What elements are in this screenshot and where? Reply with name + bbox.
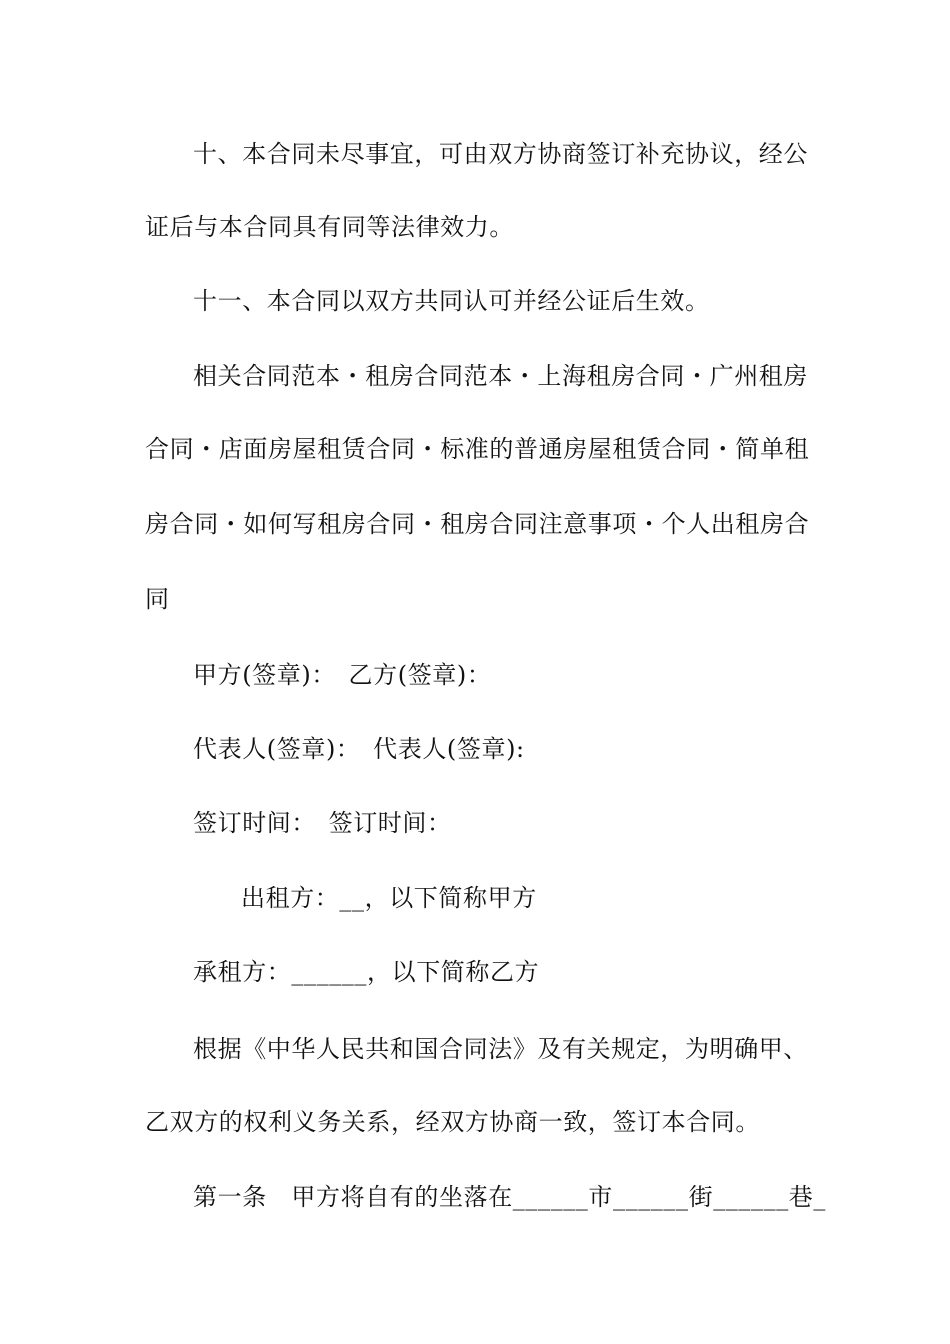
clause-10-line-2: 证后与本合同具有同等法律效力。 xyxy=(145,213,514,241)
signature-representative-line: 代表人(签章)： 代表人(签章): xyxy=(193,735,525,763)
related-templates-line-1: 相关合同范本・租房合同范本・上海租房合同・广州租房 xyxy=(193,362,808,390)
preamble-line-2: 乙双方的权利义务关系，经双方协商一致，签订本合同。 xyxy=(145,1108,760,1136)
article-1-line: 第一条 甲方将自有的坐落在______市______街______巷_ xyxy=(193,1183,826,1211)
clause-11: 十一、本合同以双方共同认可并经公证后生效。 xyxy=(193,287,710,315)
clause-10-line-1: 十、本合同未尽事宜，可由双方协商签订补充协议，经公 xyxy=(193,140,808,168)
signature-party-line: 甲方(签章)： 乙方(签章)： xyxy=(193,661,492,689)
lessee-line: 承租方：______，以下简称乙方 xyxy=(193,958,540,986)
preamble-line-1: 根据《中华人民共和国合同法》及有关规定，为明确甲、 xyxy=(193,1035,808,1063)
related-templates-line-4: 同 xyxy=(145,585,170,613)
lessor-line: 出租方：__，以下简称甲方 xyxy=(241,884,537,912)
related-templates-line-2: 合同・店面房屋租赁合同・标准的普通房屋租赁合同・简单租 xyxy=(145,435,810,463)
signature-date-line: 签订时间： 签订时间： xyxy=(193,809,452,837)
related-templates-line-3: 房合同・如何写租房合同・租房合同注意事项・个人出租房合 xyxy=(145,510,810,538)
